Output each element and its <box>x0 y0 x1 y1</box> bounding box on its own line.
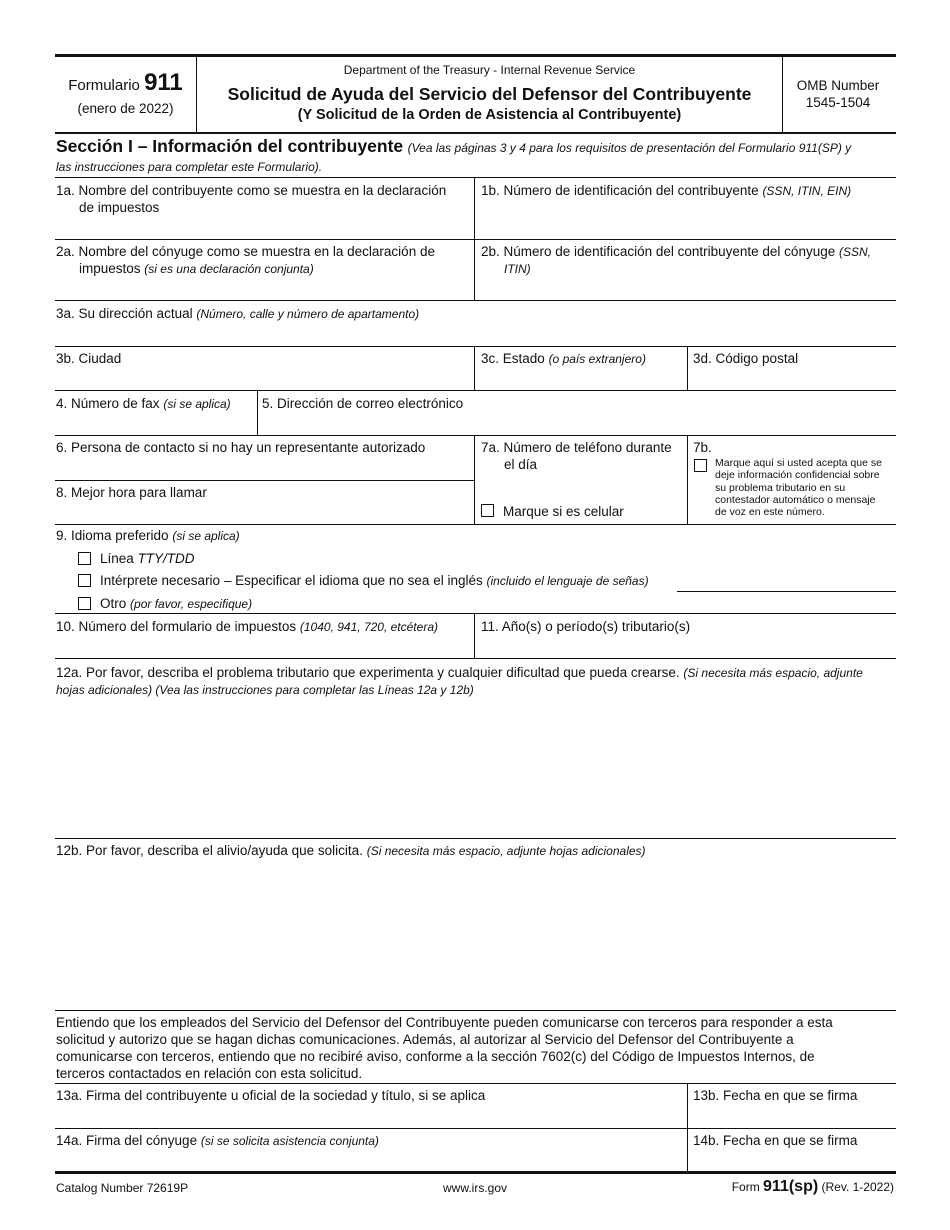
label-14b: 14b. Fecha en que se firma <box>693 1133 858 1148</box>
label-3d: 3d. Código postal <box>693 351 799 366</box>
label-12b: 12b. Por favor, describa el alivio/ayuda que solicita. (Si necesita más espacio, adjunte hojas adicionales) <box>56 843 646 858</box>
label-3a: 3a. Su dirección actual (Número, calle y número de apartamento) <box>56 306 420 321</box>
spouse-sign-date-input[interactable] <box>693 1150 893 1170</box>
label-2a: 2a. Nombre del cónyuge como se muestra en la declaración de impuestos (si es una declaración conjunta) <box>56 244 435 276</box>
section-title: Sección I – Información del contribuyente <box>56 136 404 156</box>
tax-problem-textarea[interactable] <box>56 700 893 836</box>
label-1a: 1a. Nombre del contribuyente como se muestra en la declaración de impuestos <box>56 183 447 215</box>
taxpayer-signature-field[interactable] <box>56 1105 685 1126</box>
label-3b: 3b. Ciudad <box>56 351 122 366</box>
section-note-2: las instrucciones para completar este Formulario). <box>56 160 323 174</box>
label-2b: 2b. Número de identificación del contribuyente del cónyuge (SSN, ITIN) <box>481 244 872 276</box>
label-10: 10. Número del formulario de impuestos (1040, 941, 720, etcétera) <box>56 619 438 634</box>
label-7b: 7b. <box>693 440 712 455</box>
cell-phone-checkbox[interactable] <box>481 504 494 517</box>
contact-person-input[interactable] <box>56 458 472 479</box>
catalog-number: Catalog Number 72619P <box>56 1181 189 1195</box>
tax-period-input[interactable] <box>481 636 893 656</box>
section-heading <box>56 137 896 158</box>
fax-input[interactable] <box>56 413 255 433</box>
omb-block <box>783 77 893 111</box>
form-id-footer: Form 911(sp) (Rev. 1-2022) <box>731 1178 894 1195</box>
section-note: (Vea las páginas 3 y 4 para los requisitos de presentación del Formulario 911(SP) y <box>407 141 852 155</box>
taxpayer-name-input[interactable] <box>56 218 472 238</box>
label-13b: 13b. Fecha en que se firma <box>693 1088 858 1103</box>
daytime-phone-input[interactable] <box>481 476 685 498</box>
label-8: 8. Mejor hora para llamar <box>56 485 207 500</box>
label-7a-cell: Marque si es celular <box>503 504 624 519</box>
tty-label: Línea TTY/TDD <box>100 551 195 566</box>
best-time-input[interactable] <box>56 502 472 522</box>
taxpayer-id-input[interactable] <box>481 202 893 238</box>
address-input[interactable] <box>56 323 893 345</box>
label-7a: 7a. Número de teléfono durante el día <box>481 440 672 472</box>
other-language-checkbox[interactable] <box>78 597 91 610</box>
label-12a: 12a. Por favor, describa el problema tributario que experimenta y cualquier dificultad que pueda crearse. (Si necesita más espacio, adjunte hojas adicionales) (Vea las instrucciones para completar las Líneas 12a y 12b) <box>56 665 863 697</box>
state-input[interactable] <box>481 368 685 388</box>
voicemail-consent-checkbox[interactable] <box>694 459 707 472</box>
tty-checkbox[interactable] <box>78 552 91 565</box>
website: www.irs.gov <box>442 1181 507 1195</box>
label-1b: 1b. Número de identificación del contribuyente (SSN, ITIN, EIN) <box>481 183 852 198</box>
form-number-block <box>55 70 196 119</box>
spouse-id-input[interactable] <box>481 280 893 299</box>
label-6: 6. Persona de contacto si no hay un representante autorizado <box>56 440 426 455</box>
title-block <box>197 62 782 124</box>
label-11: 11. Año(s) o período(s) tributario(s) <box>481 619 691 634</box>
voicemail-consent-text: Marque aquí si usted acepta que se deje información confidencial sobre su problema tributario en su contestador automático o mensaje de voz en este número. <box>715 457 882 519</box>
form-title: Solicitud de Ayuda del Servicio del Defensor del Contribuyente <box>227 84 752 104</box>
label-5: 5. Dirección de correo electrónico <box>262 396 464 411</box>
agency-name: Department of the Treasury - Internal Revenue Service <box>343 63 636 77</box>
label-14a: 14a. Firma del cónyuge (si se solicita asistencia conjunta) <box>56 1133 379 1148</box>
taxpayer-sign-date-input[interactable] <box>693 1105 893 1126</box>
tax-form-number-input[interactable] <box>56 636 472 656</box>
label-3c: 3c. Estado (o país extranjero) <box>481 351 646 366</box>
omb-number: 1545-1504 <box>805 95 871 110</box>
label-4: 4. Número de fax (si se aplica) <box>56 396 231 411</box>
zip-input[interactable] <box>693 368 893 388</box>
interpreter-label: Intérprete necesario – Especificar el idioma que no sea el inglés (incluido el lenguaje de señas) <box>100 573 649 588</box>
omb-label: OMB Number <box>796 78 880 93</box>
email-input[interactable] <box>262 413 893 433</box>
form-date: (enero de 2022) <box>77 101 174 116</box>
city-input[interactable] <box>56 368 472 388</box>
relief-requested-textarea[interactable] <box>56 862 893 1008</box>
spouse-signature-field[interactable] <box>56 1150 685 1170</box>
interpreter-checkbox[interactable] <box>78 574 91 587</box>
consent-statement: Entiendo que los empleados del Servicio del Defensor del Contribuyente pueden comunicarse con terceros para responder a esta solicitud y autorizo que se hagan dichas comunicaciones. Además, al autorizar al Servicio del Defensor del Contribuyente a comunicarse con terceros, entiendo que no recibiré aviso, conforme a la sección 7602(c) del Código de Impuestos Internos, de terceros contactados en relación con esta solicitud. <box>56 1015 833 1081</box>
form-subtitle: (Y Solicitud de la Orden de Asistencia al Contribuyente) <box>297 107 682 123</box>
spouse-name-input[interactable] <box>56 280 472 299</box>
label-9: 9. Idioma preferido (si se aplica) <box>56 528 240 543</box>
other-language-label: Otro (por favor, especifique) <box>100 596 253 611</box>
form-word: Formulario <box>68 77 140 94</box>
interpreter-language-input[interactable] <box>677 572 893 590</box>
form-number: 911 <box>144 69 183 96</box>
label-13a: 13a. Firma del contribuyente u oficial de la sociedad y título, si se aplica <box>56 1088 486 1103</box>
